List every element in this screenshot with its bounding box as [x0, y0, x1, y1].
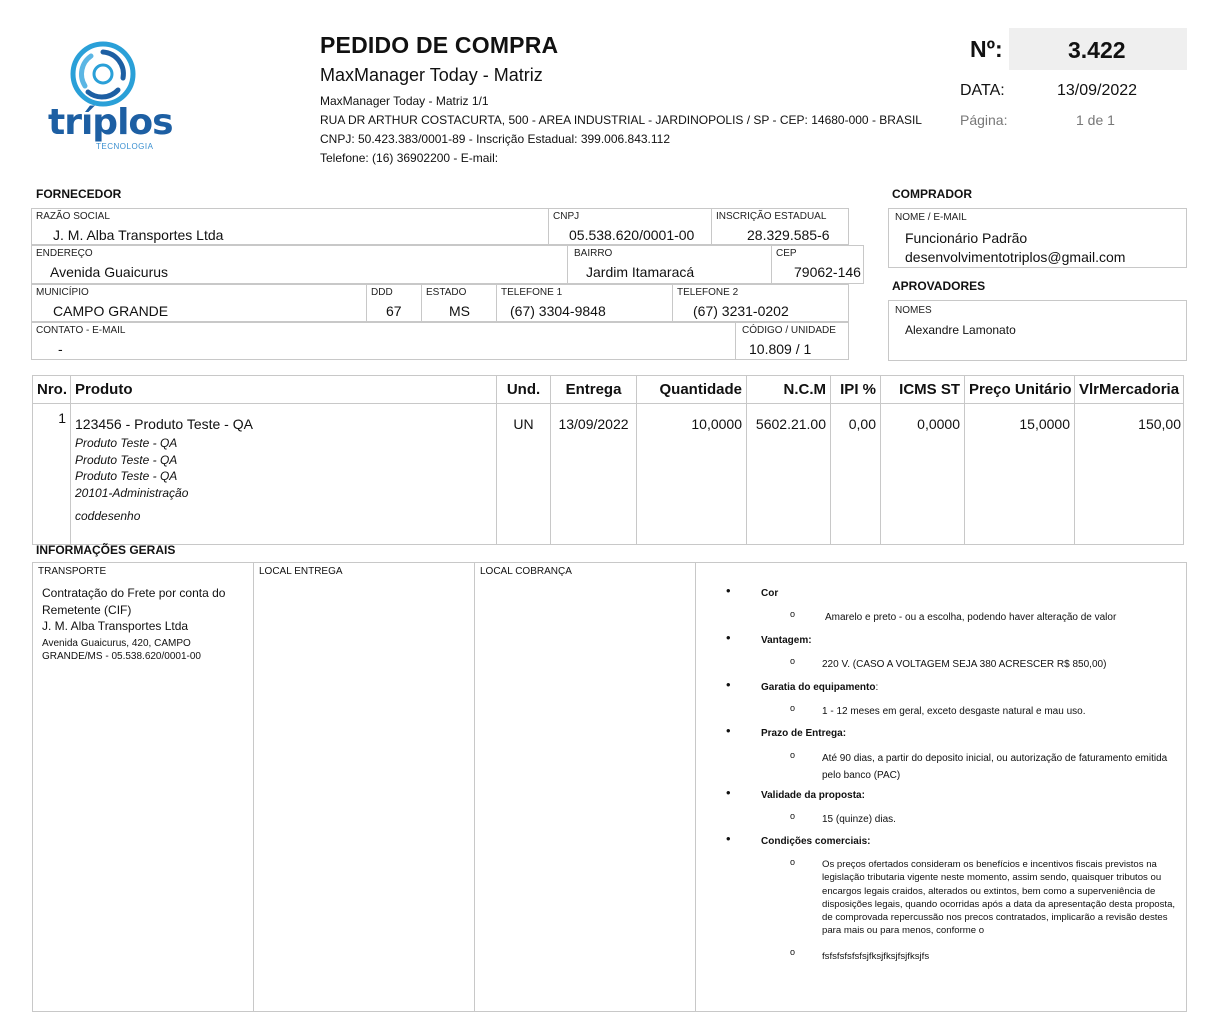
transporte-cell: [33, 563, 254, 1011]
note-condicoes-text-2: fsfsfsfsfsfsjfksjfksjfsjfksjfs: [822, 951, 930, 962]
razao-social-label: RAZÃO SOCIAL: [36, 211, 110, 222]
bairro-value: Jardim Itamaracá: [586, 264, 695, 280]
company-name: MaxManager Today - Matriz: [320, 65, 543, 85]
company-line-1: MaxManager Today - Matriz 1/1: [320, 94, 489, 108]
note-condicoes-text: Os preços ofertados consideram os benefícios e incentivos fiscais previstos na legislação tributaria vigente neste momento, assim sendo, quaisquer tributos ou encargos legais craidos, alterados ou extintos, bem como a superveniência de disposições legais, quando ocorridas após a data da apresentação desta proposta, de comprovada repercussão nos precos contratados, implicarão a revisão destes para mais ou para menos, conforme o: [822, 859, 1176, 937]
note-validade-text: 15 (quinze) dias.: [822, 814, 896, 825]
municipio-value: CAMPO GRANDE: [53, 303, 169, 319]
item-desc-5: coddesenho: [75, 509, 141, 523]
bullet-icon: •: [726, 677, 731, 692]
endereco-label: ENDEREÇO: [36, 248, 93, 259]
col-vlr-mercadoria: VlrMercadoria: [1079, 381, 1180, 398]
buyer-box: [888, 208, 1187, 268]
transporte-line-5: GRANDE/MS - 05.538.620/0001-00: [42, 650, 201, 662]
info-section-title: INFORMAÇÕES GERAIS: [36, 543, 176, 557]
note-vantagem-text: 220 V. (CASO A VOLTAGEM SEJA 380 ACRESCER R$ 850,00): [822, 659, 1107, 670]
ddd-value: 67: [386, 303, 402, 319]
order-date: 13/09/2022: [1057, 82, 1138, 99]
local-entrega-cell: [254, 563, 475, 1011]
ddd-label: DDD: [371, 287, 393, 298]
item-desc-3: Produto Teste - QA: [75, 469, 178, 483]
codigo-cell: [736, 323, 849, 359]
approver-name: Alexandre Lamonato: [905, 323, 1016, 337]
local-cobranca-label: LOCAL COBRANÇA: [480, 566, 572, 577]
ie-value: 28.329.585-6: [747, 227, 830, 243]
note-garantia-heading-text: Garatia do equipamento: [761, 682, 876, 693]
col-nro: Nro.: [33, 376, 71, 404]
order-number-label: Nº:: [970, 36, 1003, 62]
item-ipi: 0,00: [831, 404, 881, 544]
transporte-text: [42, 585, 225, 663]
company-phone: Telefone: (16) 36902200 - E-mail:: [320, 151, 499, 165]
sub-bullet-icon: o: [790, 656, 796, 666]
note-condicoes-heading: Condições comerciais:: [761, 836, 871, 847]
local-cobranca-cell: [475, 563, 696, 1011]
cnpj-value: 05.538.620/0001-00: [569, 227, 695, 243]
contato-label: CONTATO - E-MAIL: [36, 325, 126, 336]
codigo-label: CÓDIGO / UNIDADE: [742, 325, 836, 336]
item-icms-st: 0,0000: [881, 404, 965, 544]
transporte-line-4: Avenida Guaicurus, 420, CAMPO: [42, 637, 191, 649]
col-ipi: IPI %: [831, 376, 881, 404]
col-produto: Produto: [71, 376, 497, 404]
sub-bullet-icon: o: [790, 609, 796, 619]
codigo-value: 10.809 / 1: [749, 341, 812, 357]
estado-value: MS: [449, 303, 470, 319]
buyer-name-label: NOME / E-MAIL: [895, 212, 967, 223]
telefone2-value: (67) 3231-0202: [693, 303, 789, 319]
item-vlr-mercadoria: 150,00: [1138, 416, 1181, 432]
company-logo: [40, 38, 173, 158]
col-icms-st: ICMS ST: [881, 376, 965, 404]
note-garantia-text: 1 - 12 meses em geral, exceto desgaste natural e mau uso.: [822, 706, 1086, 717]
date-label: DATA:: [960, 82, 1005, 99]
cnpj-label: CNPJ: [553, 211, 580, 222]
items-table-header: [33, 376, 1183, 404]
triplos-swirl-icon: [40, 38, 170, 108]
contato-value: -: [58, 341, 63, 357]
cep-cell: [772, 246, 864, 283]
col-quantidade: Quantidade: [637, 376, 747, 404]
note-cor-text: Amarelo e preto - ou a escolha, podendo haver alteração de valor: [825, 612, 1117, 623]
sub-bullet-icon: o: [790, 750, 796, 760]
general-notes: [696, 563, 1186, 1011]
item-desc-4: 20101-Administração: [75, 485, 189, 500]
estado-label: ESTADO: [426, 287, 467, 298]
supplier-row-3: [31, 284, 849, 322]
order-number: 3.422: [1068, 37, 1126, 63]
transporte-line-1: Contratação do Frete por conta do: [42, 586, 226, 600]
telefone1-value: (67) 3304-9848: [510, 303, 606, 319]
note-garantia-colon: :: [875, 682, 879, 693]
buyer-name: Funcionário Padrão: [905, 230, 1028, 246]
logo-wordmark: tríplos: [48, 102, 173, 143]
local-entrega-label: LOCAL ENTREGA: [259, 566, 343, 577]
transporte-label: TRANSPORTE: [38, 566, 107, 577]
supplier-row-2: [31, 245, 864, 284]
note-garantia-heading: [761, 682, 878, 693]
item-produto: 123456 - Produto Teste - QA: [75, 416, 253, 432]
items-table: [32, 375, 1184, 545]
transporte-line-3: J. M. Alba Transportes Ltda: [42, 619, 189, 633]
item-quantidade: 10,0000: [637, 404, 747, 544]
item-produto-cell: [71, 404, 497, 544]
item-und: UN: [497, 404, 551, 544]
supplier-row-1: [31, 208, 849, 245]
telefone2-cell: [673, 285, 849, 321]
company-cnpj: CNPJ: 50.423.383/0001-89 - Inscrição Estadual: 399.006.843.112: [320, 132, 671, 146]
sub-bullet-icon: o: [790, 703, 796, 713]
transporte-line-2: Remetente (CIF): [42, 602, 132, 617]
telefone1-cell: [497, 285, 673, 321]
bullet-icon: •: [726, 831, 731, 846]
item-nro: 1: [33, 404, 71, 544]
ddd-cell: [367, 285, 422, 321]
ie-cell: [712, 209, 849, 244]
page-title: PEDIDO DE COMPRA: [320, 32, 559, 58]
cnpj-cell: [549, 209, 712, 244]
supplier-section-title: FORNECEDOR: [36, 187, 122, 201]
approvers-section-title: APROVADORES: [892, 279, 986, 293]
note-prazo-heading: Prazo de Entrega:: [761, 728, 847, 739]
cep-value: 79062-146: [794, 264, 861, 280]
item-preco-unitario: 15,0000: [965, 404, 1075, 544]
ie-label: INSCRIÇÃO ESTADUAL: [716, 211, 827, 222]
item-desc-2: Produto Teste - QA: [75, 452, 178, 467]
telefone2-label: TELEFONE 2: [677, 287, 739, 298]
cep-label: CEP: [776, 248, 797, 259]
contato-cell: [32, 323, 736, 359]
supplier-row-4: [31, 322, 849, 360]
item-ncm: 5602.21.00: [747, 404, 831, 544]
note-validade-heading: Validade da proposta:: [761, 790, 865, 801]
bullet-icon: •: [726, 723, 731, 738]
item-desc-1: Produto Teste - QA: [75, 436, 178, 450]
company-address: RUA DR ARTHUR COSTACURTA, 500 - AREA INDUSTRIAL - JARDINOPOLIS / SP - CEP: 14680-000 - BRASIL: [320, 113, 922, 127]
buyer-email: desenvolvimentotriplos@gmail.com: [905, 249, 1126, 265]
telefone1-label: TELEFONE 1: [501, 287, 563, 298]
info-box: [32, 562, 1187, 1012]
municipio-cell: [32, 285, 367, 321]
bairro-label: BAIRRO: [574, 248, 613, 259]
logo-tagline: TECNOLOGIA: [96, 142, 154, 151]
bullet-icon: •: [726, 785, 731, 800]
sub-bullet-icon: o: [790, 947, 796, 957]
approvers-label: NOMES: [895, 305, 932, 316]
sub-bullet-icon: o: [790, 811, 796, 821]
page-label: Página:: [960, 112, 1008, 128]
bullet-icon: •: [726, 630, 731, 645]
col-preco-unitario: Preço Unitário: [965, 376, 1075, 404]
bullet-icon: •: [726, 583, 731, 598]
estado-cell: [422, 285, 497, 321]
note-cor-heading: Cor: [761, 588, 779, 599]
note-vantagem-heading: Vantagem:: [761, 635, 812, 646]
buyer-section-title: COMPRADOR: [892, 187, 972, 201]
col-entrega: Entrega: [551, 376, 637, 404]
razao-social-cell: [32, 209, 549, 244]
sub-bullet-icon: o: [790, 857, 796, 867]
page-number: 1 de 1: [1076, 112, 1115, 128]
col-und: Und.: [497, 376, 551, 404]
note-prazo-text: Até 90 dias, a partir do deposito inicial, ou autorização de faturamento emitida pelo banco (PAC): [822, 753, 1168, 781]
col-ncm: N.C.M: [747, 376, 831, 404]
item-entrega: 13/09/2022: [551, 404, 637, 544]
approvers-box: [888, 300, 1187, 361]
endereco-cell: [32, 246, 568, 283]
bairro-cell: [568, 246, 772, 283]
municipio-label: MUNICÍPIO: [36, 287, 89, 298]
endereco-value: Avenida Guaicurus: [50, 264, 169, 280]
razao-social-value: J. M. Alba Transportes Ltda: [53, 227, 224, 243]
